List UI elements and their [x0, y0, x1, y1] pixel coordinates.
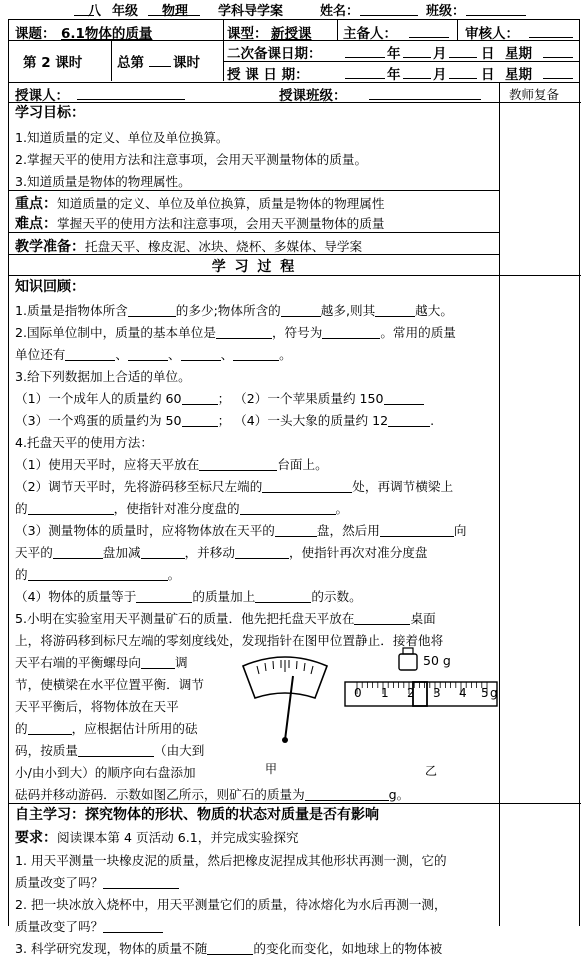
q4-2: （2）调节天平时，先将游码移至标尺左端的 处，再调节横梁上 — [15, 479, 454, 494]
reviewer-label: 审核人： — [465, 26, 519, 42]
total-period-label: 总第 — [117, 55, 144, 71]
figure-a-label: 甲 — [265, 762, 278, 776]
lesson-type: 新授课 — [271, 26, 312, 42]
grade: 八 — [88, 4, 102, 19]
main-body — [8, 82, 580, 956]
topic-label: 课题： — [15, 26, 56, 42]
teach-date-label: 授 课 日 期： — [227, 67, 309, 83]
day-label-2: 日 — [481, 67, 495, 83]
info-table — [8, 19, 580, 83]
s2-b: 质量改变了吗？ — [15, 916, 163, 935]
q1: 1.质量是指物体所含 的多少;物体所含的 越多,则其 越大。 — [15, 303, 453, 318]
q5-line7: 码，按质量 （由大到 — [15, 743, 205, 758]
review-column-label: 教师复备 — [509, 87, 560, 102]
period: 第 2 课时 — [23, 55, 83, 71]
q5-line3: 天平右端的平衡螺母向 调 — [15, 655, 188, 670]
topic: 6.1物体的质量 — [61, 26, 153, 42]
teaching-prep: 教学准备：托盘天平、橡皮泥、冰块、烧杯、多媒体、导学案 — [15, 239, 363, 255]
q5-line6: 的 ，应根据估计所用的砝 — [15, 721, 198, 736]
class-field[interactable] — [466, 2, 526, 16]
q5-line4: 节，使横梁在水平位置平衡．调节 — [15, 677, 204, 692]
process-title: 学 习 过 程 — [211, 259, 297, 275]
teacher-label: 授课人： — [15, 88, 69, 104]
q5-line2: 上，将游码移到标尺左端的零刻度线处，发现指针在图甲位置静止．接着他将 — [15, 633, 444, 648]
goal-item: 2.掌握天平的使用方法和注意事项，会用天平测量物体的质量。 — [15, 152, 368, 167]
self-study-title: 自主学习：探究物体的形状、物质的状态对质量是否有影响 — [15, 807, 379, 823]
weight-label: 50 g — [423, 653, 451, 668]
name-field[interactable] — [360, 2, 418, 16]
class-label: 班级： — [426, 4, 466, 19]
s1-b: 质量改变了吗？ — [15, 872, 179, 891]
year-label: 年 — [387, 46, 401, 62]
q2-cont: 单位还有 、 、 、 。 — [15, 347, 292, 362]
tick-label: 3 — [433, 686, 441, 700]
q4-2-cont: 的 ，使指针对准分度盘的 。 — [15, 501, 349, 516]
q2: 2.国际单位制中，质量的基本单位是 ，符号为 。常用的质量 — [15, 325, 456, 340]
goal-item: 3.知道质量是物体的物理属性。 — [15, 174, 191, 189]
month-label: 月 — [433, 46, 447, 62]
difficult-point: 难点：掌握天平的使用方法和注意事项，会用天平测量物体的质量 — [15, 216, 385, 232]
q3: 3.给下列数据加上合适的单位。 — [15, 369, 191, 384]
day-label: 日 — [481, 46, 495, 62]
tick-label: 0 — [354, 686, 362, 700]
q3-cd: （3）一个鸡蛋的质量约为 50 ； （4）一头大象的质量约 12 . — [15, 413, 435, 428]
q5-line9: 砝码并移动游码．示数如图乙所示，则矿石的质量为 g。 — [15, 787, 410, 802]
month-label-2: 月 — [433, 67, 447, 83]
q4-4: （4）物体的质量等于 的质量加上 的示数。 — [15, 589, 362, 604]
scale-unit: g — [490, 686, 498, 700]
goal-item: 1.知道质量的定义、单位及单位换算。 — [15, 130, 229, 145]
doc-type: 学科导学案 — [218, 4, 284, 19]
self-study-req: 要求：阅读课本第 4 页活动 6.1，并完成实验探究 — [15, 830, 299, 846]
name-label: 姓名： — [320, 4, 360, 19]
total-period-suffix: 课时 — [173, 55, 200, 71]
year-label-2: 年 — [387, 67, 401, 83]
q3-ab: （1）一个成年人的质量约 60 ； （2）一个苹果质量约 150 — [15, 388, 424, 407]
q5: 5.小明在实验室用天平测量矿石的质量．他先把托盘天平放在 桌面 — [15, 611, 436, 626]
balance-pointer-figure — [235, 654, 335, 750]
q5-line8: 小/由小到大）的顺序向右盘添加 — [15, 765, 196, 780]
class-taught-label: 授课班级： — [279, 88, 347, 104]
q4: 4.托盘天平的使用方法： — [15, 435, 153, 450]
subject: 物理 — [162, 4, 189, 19]
second-prep-label: 二次备课日期： — [227, 46, 322, 62]
q4-3: （3）测量物体的质量时，应将物体放在天平的 盘，然后用 向 — [15, 523, 467, 538]
q4-3-end: 的 。 — [15, 567, 181, 582]
q4-3-cont: 天平的 盘加减 ，并移动 ，使指针再次对准分度盘 — [15, 545, 428, 560]
preparer-label: 主备人： — [343, 26, 397, 42]
tick-label: 4 — [459, 686, 467, 700]
s1: 1. 用天平测量一块橡皮泥的质量，然后把橡皮泥捏成其他形状再测一测，它的 — [15, 853, 447, 868]
q4-1: （1）使用天平时，应将天平放在 台面上。 — [15, 457, 328, 472]
key-point: 重点：知道质量的定义、单位及单位换算，质量是物体的物理属性 — [15, 196, 385, 212]
tick-label: 1 — [381, 686, 389, 700]
tick-label: 5 — [481, 686, 489, 700]
doc-header — [8, 0, 580, 18]
s3: 3. 科学研究发现，物体的质量不随 的变化而变化，如地球上的物体被 — [15, 941, 443, 956]
scale-tick-labels — [343, 686, 499, 702]
q5-line5: 天平平衡后，将物体放在天平 — [15, 699, 179, 714]
grade-label: 年级 — [112, 4, 139, 19]
review-title: 知识回顾： — [15, 279, 85, 295]
lesson-type-label: 课型： — [227, 26, 268, 42]
s2: 2. 把一块冰放入烧杯中，用天平测量它们的质量，待冰熔化为水后再测一测， — [15, 897, 447, 912]
week-label: 星期 — [505, 46, 532, 62]
goals-title: 学习目标： — [15, 105, 85, 121]
tick-label: 2 — [407, 686, 415, 700]
figure-b-label: 乙 — [425, 764, 438, 778]
week-label-2: 星期 — [505, 67, 532, 83]
